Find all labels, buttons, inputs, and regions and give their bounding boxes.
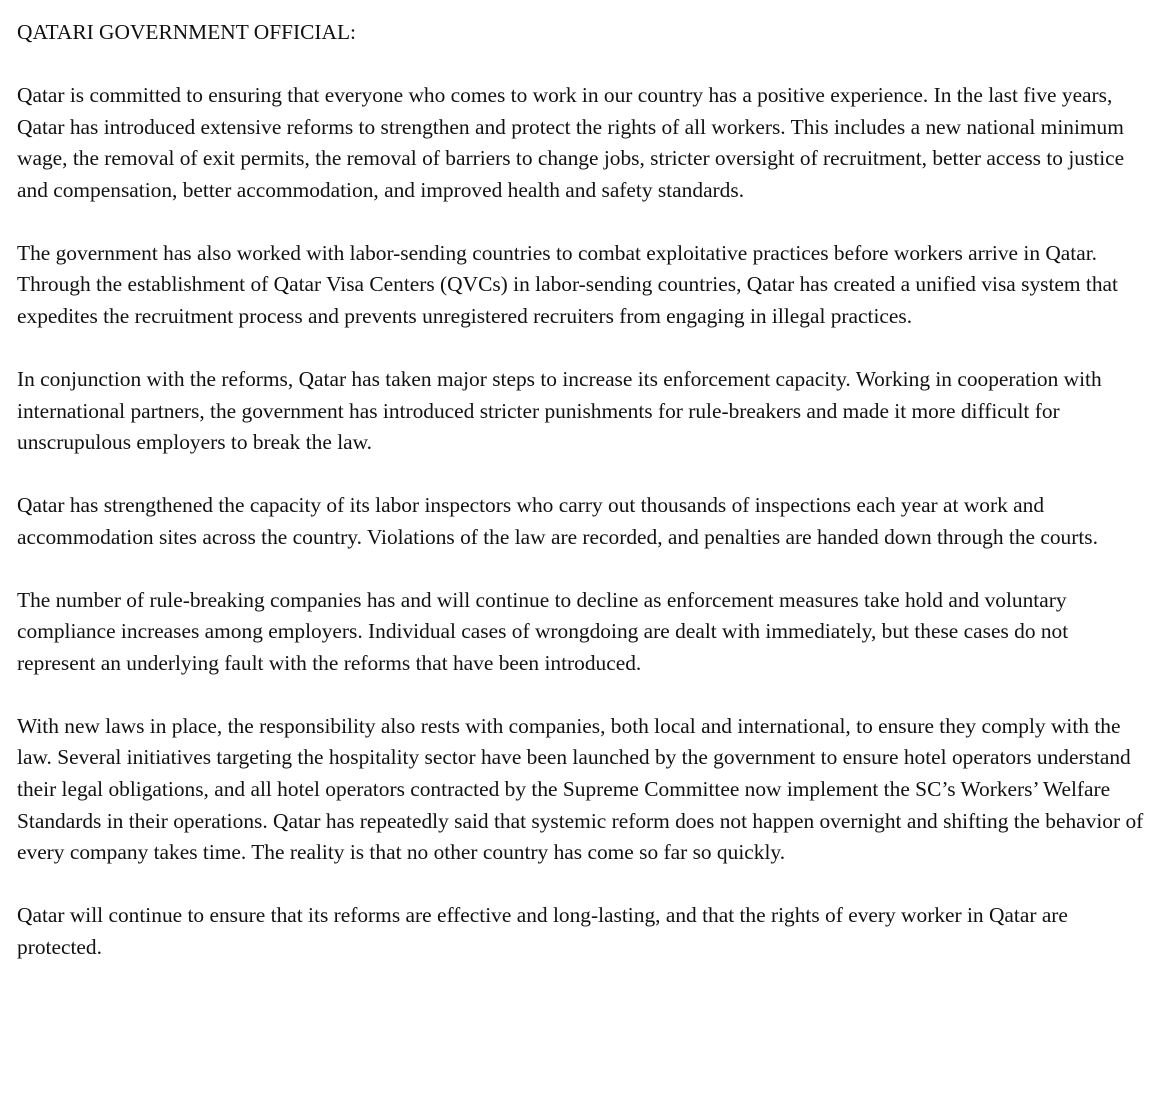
paragraph-reforms-overview: Qatar is committed to ensuring that everyone who comes to work in our country has a positive experience. In the last five years, Qatar has introduced extensive reforms to strengthen and protect the rights of all workers. This includes a new national minimum wage, the removal of exit permits, the removal of barriers to change jobs, stricter oversight of recruitment, better access to justice and compensation, better accommodation, and improved health and safety standards. bbox=[17, 82, 1125, 202]
paragraph-labor-inspectors: Qatar has strengthened the capacity of its labor inspectors who carry out thousands of inspections each year at work and accommodation sites across the country. Violations of the law are recorded, and penalties are handed down through the courts. bbox=[17, 493, 1098, 549]
speaker-heading: QATARI GOVERNMENT OFFICIAL: bbox=[17, 20, 356, 44]
paragraph-rule-breaking-companies: The number of rule-breaking companies has and will continue to decline as enforcement measures take hold and voluntary compliance increases among employers. Individual cases of wrongdoing are dealt with immediately, but these cases do not represent an underlying fault with the reforms that have been introduced. bbox=[17, 587, 1069, 675]
paragraph-closing: Qatar will continue to ensure that its reforms are effective and long-lasting, and that the rights of every worker in Qatar are protected. bbox=[17, 903, 1068, 959]
paragraph-labor-sending-countries: The government has also worked with labor-sending countries to combat exploitative practices before workers arrive in Qatar. Through the establishment of Qatar Visa Centers (QVCs) in labor-sending countries, Qatar has created a unified visa system that expedites the recruitment process and prevents unregistered recruiters from engaging in illegal practices. bbox=[17, 240, 1118, 328]
paragraph-company-responsibility: With new laws in place, the responsibility also rests with companies, both local and international, to ensure they comply with the law. Several initiatives targeting the hospitality sector have been launched by the government to ensure hotel operators understand their legal obligations, and all hotel operators contracted by the Supreme Committee now implement the SC’s Workers’ Welfare Standards in their operations. Qatar has repeatedly said that systemic reform does not happen overnight and shifting the behavior of every company takes time. The reality is that no other country has come so far so quickly. bbox=[17, 713, 1144, 865]
paragraph-enforcement-capacity: In conjunction with the reforms, Qatar has taken major steps to increase its enforcement capacity. Working in cooperation with international partners, the government has introduced stricter punishments for rule-breakers and made it more difficult for unscrupulous employers to break the law. bbox=[17, 366, 1102, 455]
